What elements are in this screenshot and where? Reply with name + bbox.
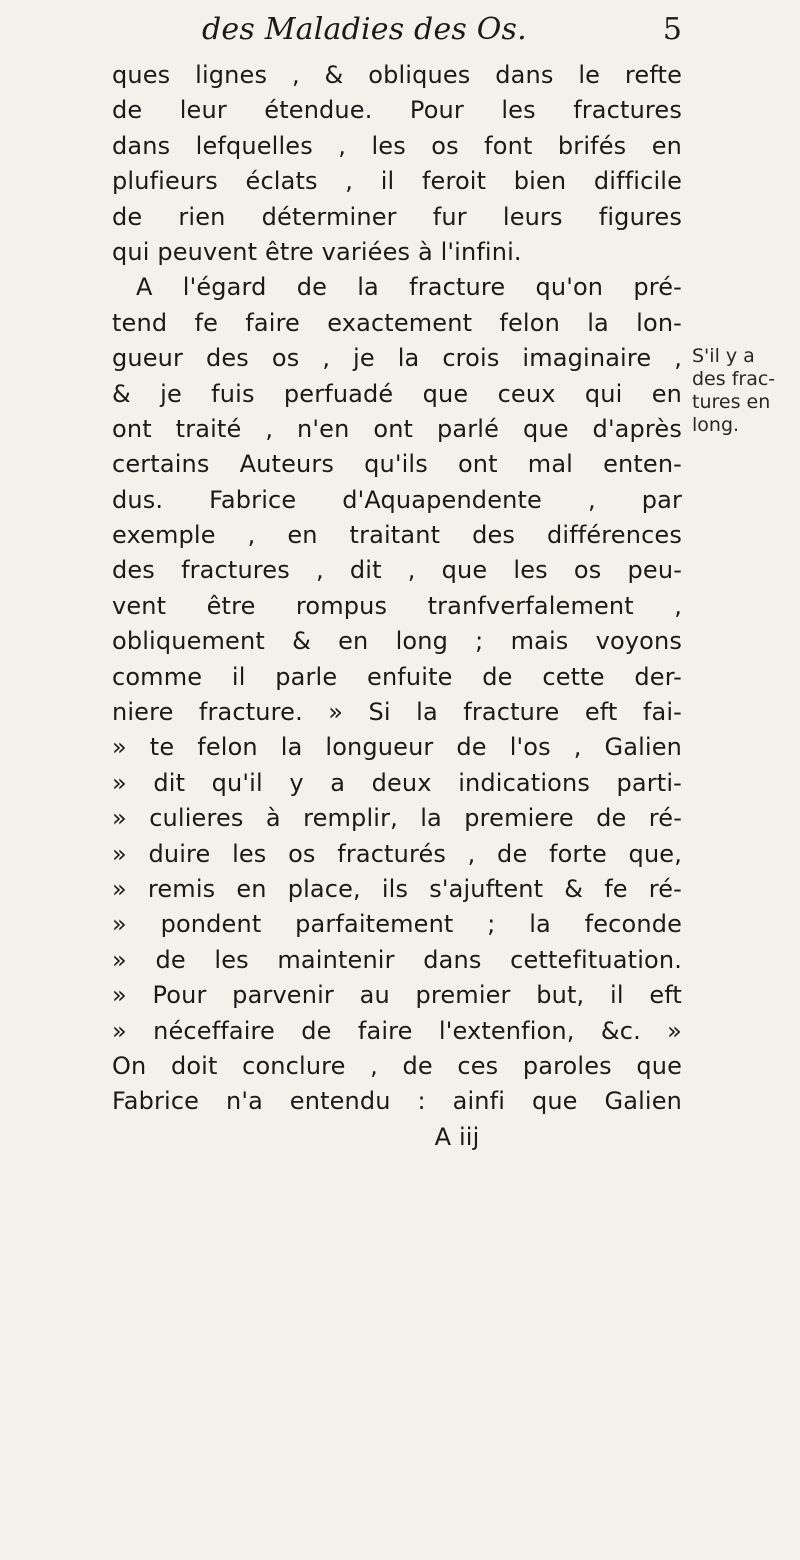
text-line: tend fe faire exactement felon la lon-	[112, 308, 682, 337]
text-line: de leur étendue. Pour les fractures	[112, 96, 682, 125]
text-line: » culieres à remplir, la premiere de ré-	[112, 804, 682, 833]
text-line: plufieurs éclats , il feroit bien difficile	[112, 167, 682, 196]
text-line: vent être rompus tranfverfalement ,	[112, 591, 682, 620]
text-line: » duire les os fracturés , de forte que,	[112, 839, 682, 868]
margin-note-line: long.	[692, 414, 740, 436]
page-number: 5	[662, 12, 682, 47]
text-line: exemple , en traitant des différences	[112, 521, 682, 550]
margin-note-line: tures en	[692, 391, 771, 413]
text-line: Fabrice n'a entendu : ainfi que Galien	[112, 1087, 682, 1116]
margin-note-line: des frac-	[692, 368, 776, 390]
signature-mark: A iij	[434, 1122, 480, 1151]
text-line: ont traité , n'en ont parlé que d'après	[112, 414, 682, 443]
text-line: obliquement & en long ; mais voyons	[112, 627, 682, 656]
margin-note	[692, 345, 798, 437]
running-title: des Maladies des Os.	[202, 12, 527, 47]
text-line: » te felon la longueur de l'os , Galien	[112, 733, 682, 762]
text-line: » dit qu'il y a deux indications parti-	[112, 768, 682, 797]
text-line: des fractures , dit , que les os peu-	[112, 556, 682, 585]
text-line: niere fracture. » Si la fracture eft fai-	[112, 698, 682, 727]
text-line: » remis en place, ils s'ajuftent & fe ré-	[112, 874, 682, 903]
text-line: dans lefquelles , les os font brifés en	[112, 131, 682, 160]
text-line: » de les maintenir dans cettefituation.	[112, 945, 682, 974]
text-line: » pondent parfaitement ; la feconde	[112, 910, 682, 939]
text-line: On doit conclure , de ces paroles que	[112, 1051, 682, 1080]
text-line: ques lignes , & obliques dans le refte	[112, 61, 682, 89]
body-text	[112, 58, 682, 1155]
text-line: » Pour parvenir au premier but, il eft	[112, 981, 682, 1010]
page-header	[112, 12, 682, 52]
text-line: A l'égard de la fracture qu'on pré-	[136, 273, 682, 302]
text-line: comme il parle enfuite de cette der-	[112, 662, 682, 691]
text-line: certains Auteurs qu'ils ont mal enten-	[112, 450, 682, 479]
text-line: qui peuvent être variées à l'infini.	[112, 237, 522, 266]
text-line: de rien déterminer fur leurs figures	[112, 202, 682, 231]
text-line: & je fuis perfuadé que ceux qui en	[112, 379, 682, 408]
text-line: gueur des os , je la crois imaginaire ,	[112, 344, 682, 373]
margin-note-line: S'il y a	[692, 345, 755, 367]
text-line: dus. Fabrice d'Aquapendente , par	[112, 485, 682, 514]
text-line: » néceffaire de faire l'extenfion, &c. »	[112, 1016, 682, 1045]
